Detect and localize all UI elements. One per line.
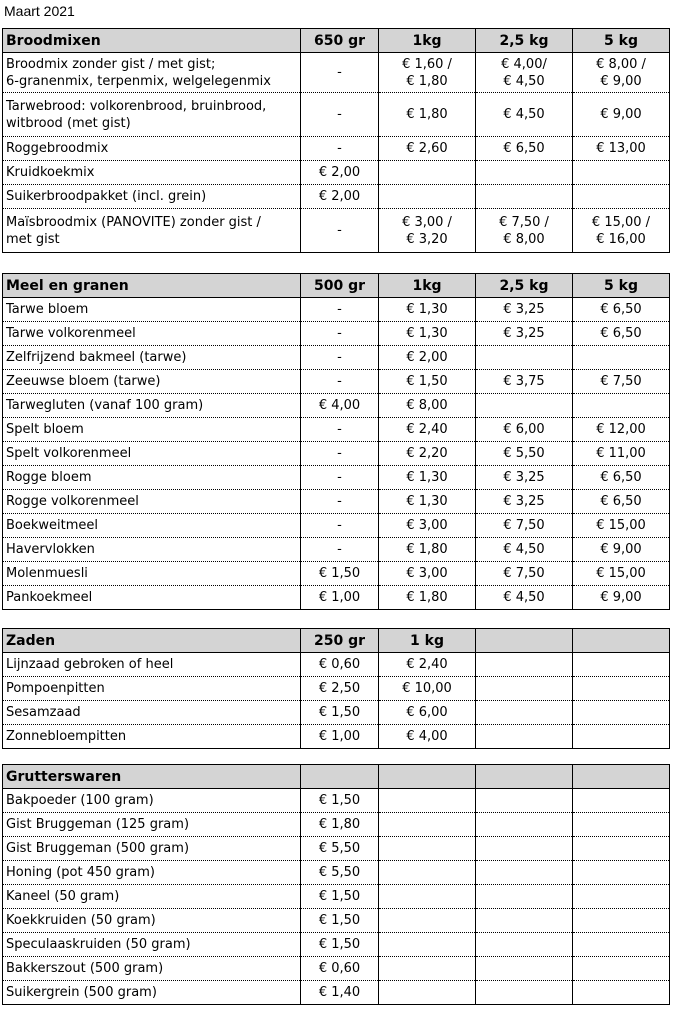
price-cell [573, 861, 670, 885]
product-name: Kruidkoekmix [3, 161, 301, 185]
product-name: Gist Bruggeman (500 gram) [3, 837, 301, 861]
product-name: Suikergrein (500 gram) [3, 981, 301, 1005]
price-cell: € 4,50 [476, 586, 573, 610]
price-cell [573, 185, 670, 209]
price-cell [476, 981, 573, 1005]
price-cell: € 3,00 [379, 514, 476, 538]
table-row [3, 562, 670, 586]
table-row [3, 346, 670, 370]
price-cell: € 1,80 [301, 813, 379, 837]
price-cell: € 2,00 [301, 185, 379, 209]
price-cell [476, 677, 573, 701]
price-cell: - [301, 298, 379, 322]
product-name: Maïsbroodmix (PANOVITE) zonder gist / met gist [3, 209, 301, 253]
price-cell: € 1,60 / € 1,80 [379, 53, 476, 93]
product-name: Roggebroodmix [3, 137, 301, 161]
price-cell [573, 933, 670, 957]
price-cell [379, 981, 476, 1005]
product-name: Zelfrijzend bakmeel (tarwe) [3, 346, 301, 370]
table-row [3, 161, 670, 185]
price-cell: € 4,00 [301, 394, 379, 418]
price-cell: € 7,50 [573, 370, 670, 394]
column-header: 2,5 kg [476, 29, 573, 53]
product-name: Tarwe bloem [3, 298, 301, 322]
price-cell: € 1,50 [301, 885, 379, 909]
price-cell: € 2,40 [379, 418, 476, 442]
price-cell: € 1,50 [301, 933, 379, 957]
product-name: Bakpoeder (100 gram) [3, 789, 301, 813]
price-cell [476, 725, 573, 749]
price-cell: € 11,00 [573, 442, 670, 466]
price-cell [379, 957, 476, 981]
price-cell: - [301, 209, 379, 253]
table-row [3, 53, 670, 93]
price-cell: € 6,00 [379, 701, 476, 725]
price-cell: € 1,30 [379, 322, 476, 346]
product-name: Tarwegluten (vanaf 100 gram) [3, 394, 301, 418]
price-cell: € 1,50 [301, 701, 379, 725]
table-row [3, 981, 670, 1005]
price-cell: - [301, 137, 379, 161]
meel-en-granen-table [2, 273, 670, 610]
price-cell [476, 861, 573, 885]
table-row [3, 93, 670, 137]
price-cell: € 0,60 [301, 957, 379, 981]
price-cell: € 2,00 [379, 346, 476, 370]
price-cell: - [301, 418, 379, 442]
product-name: Bakkerszout (500 gram) [3, 957, 301, 981]
column-header: 1kg [379, 29, 476, 53]
price-cell: € 6,00 [476, 418, 573, 442]
column-header [476, 629, 573, 653]
price-cell: € 6,50 [573, 322, 670, 346]
table-row [3, 861, 670, 885]
price-cell [573, 789, 670, 813]
price-cell: € 15,00 [573, 514, 670, 538]
price-cell [476, 813, 573, 837]
price-cell: € 8,00 / € 9,00 [573, 53, 670, 93]
price-cell: € 1,50 [301, 562, 379, 586]
table-row [3, 701, 670, 725]
price-cell: € 3,25 [476, 490, 573, 514]
price-cell: € 1,80 [379, 538, 476, 562]
column-header [573, 765, 670, 789]
column-header [379, 765, 476, 789]
section-header [3, 29, 670, 53]
product-name: Spelt bloem [3, 418, 301, 442]
price-cell [573, 957, 670, 981]
price-cell: € 1,80 [379, 93, 476, 137]
price-cell [476, 933, 573, 957]
column-header: 1 kg [379, 629, 476, 653]
table-row [3, 909, 670, 933]
table-row [3, 370, 670, 394]
table-row [3, 933, 670, 957]
column-header [301, 765, 379, 789]
price-cell: - [301, 93, 379, 137]
price-cell [379, 885, 476, 909]
section-title: Broodmixen [3, 29, 301, 53]
column-header [573, 629, 670, 653]
section-title: Zaden [3, 629, 301, 653]
table-row [3, 538, 670, 562]
price-cell: € 5,50 [301, 861, 379, 885]
price-cell [573, 346, 670, 370]
table-row [3, 185, 670, 209]
price-cell: € 10,00 [379, 677, 476, 701]
price-cell: € 6,50 [573, 490, 670, 514]
price-cell: - [301, 490, 379, 514]
price-cell: € 8,00 [379, 394, 476, 418]
table-row [3, 957, 670, 981]
price-cell: € 6,50 [573, 298, 670, 322]
price-cell: - [301, 322, 379, 346]
product-name: Suikerbroodpakket (incl. grein) [3, 185, 301, 209]
product-name: Tarwe volkorenmeel [3, 322, 301, 346]
product-name: Boekweitmeel [3, 514, 301, 538]
price-cell [476, 394, 573, 418]
table-row [3, 322, 670, 346]
table-row [3, 725, 670, 749]
price-cell [573, 394, 670, 418]
price-cell: € 1,50 [379, 370, 476, 394]
price-cell: € 2,20 [379, 442, 476, 466]
table-row [3, 394, 670, 418]
column-header: 500 gr [301, 274, 379, 298]
table-row [3, 137, 670, 161]
price-cell [379, 861, 476, 885]
price-cell [476, 161, 573, 185]
price-cell: € 9,00 [573, 586, 670, 610]
price-cell [573, 813, 670, 837]
column-header: 250 gr [301, 629, 379, 653]
price-cell: € 6,50 [573, 466, 670, 490]
price-cell: € 1,50 [301, 909, 379, 933]
price-cell [476, 837, 573, 861]
price-cell [379, 909, 476, 933]
price-cell [476, 957, 573, 981]
price-cell [573, 701, 670, 725]
table-row [3, 514, 670, 538]
price-cell: € 1,50 [301, 789, 379, 813]
price-cell [379, 789, 476, 813]
column-header: 5 kg [573, 29, 670, 53]
price-cell [379, 185, 476, 209]
zaden-table [2, 628, 670, 749]
product-name: Speculaaskruiden (50 gram) [3, 933, 301, 957]
price-cell [573, 653, 670, 677]
product-name: Rogge volkorenmeel [3, 490, 301, 514]
column-header: 650 gr [301, 29, 379, 53]
table-row [3, 653, 670, 677]
price-cell: - [301, 466, 379, 490]
price-cell: € 6,50 [476, 137, 573, 161]
price-cell: € 2,40 [379, 653, 476, 677]
price-cell: € 9,00 [573, 538, 670, 562]
price-cell: € 4,00/ € 4,50 [476, 53, 573, 93]
price-cell [573, 837, 670, 861]
price-cell [379, 161, 476, 185]
price-cell [573, 677, 670, 701]
price-cell: € 7,50 / € 8,00 [476, 209, 573, 253]
price-cell: € 3,25 [476, 298, 573, 322]
price-cell [476, 909, 573, 933]
price-cell [379, 933, 476, 957]
section-header [3, 629, 670, 653]
price-cell: € 3,75 [476, 370, 573, 394]
price-cell [379, 813, 476, 837]
section-title: Meel en granen [3, 274, 301, 298]
price-cell: € 3,00 / € 3,20 [379, 209, 476, 253]
price-cell: € 15,00 / € 16,00 [573, 209, 670, 253]
price-cell: - [301, 538, 379, 562]
grutterswaren-table [2, 764, 670, 1005]
product-name: Broodmix zonder gist / met gist; 6-granenmix, terpenmix, welgelegenmix [3, 53, 301, 93]
column-header: 2,5 kg [476, 274, 573, 298]
price-cell [573, 161, 670, 185]
price-cell: € 3,25 [476, 466, 573, 490]
price-cell: € 0,60 [301, 653, 379, 677]
price-cell: € 2,60 [379, 137, 476, 161]
product-name: Honing (pot 450 gram) [3, 861, 301, 885]
table-row [3, 586, 670, 610]
price-cell [573, 725, 670, 749]
price-cell [573, 885, 670, 909]
price-cell: - [301, 346, 379, 370]
product-name: Rogge bloem [3, 466, 301, 490]
price-cell: - [301, 53, 379, 93]
product-name: Spelt volkorenmeel [3, 442, 301, 466]
price-cell [476, 185, 573, 209]
product-name: Zonnebloempitten [3, 725, 301, 749]
price-cell: - [301, 442, 379, 466]
price-cell: € 4,50 [476, 93, 573, 137]
price-cell: € 2,50 [301, 677, 379, 701]
table-row [3, 418, 670, 442]
product-name: Havervlokken [3, 538, 301, 562]
table-row [3, 885, 670, 909]
price-cell: € 9,00 [573, 93, 670, 137]
price-cell: € 12,00 [573, 418, 670, 442]
product-name: Sesamzaad [3, 701, 301, 725]
price-cell [379, 837, 476, 861]
price-cell [476, 701, 573, 725]
price-cell: € 7,50 [476, 562, 573, 586]
product-name: Tarwebrood: volkorenbrood, bruinbrood, witbrood (met gist) [3, 93, 301, 137]
price-cell: - [301, 514, 379, 538]
product-name: Koekkruiden (50 gram) [3, 909, 301, 933]
column-header: 1kg [379, 274, 476, 298]
price-cell: € 15,00 [573, 562, 670, 586]
table-row [3, 442, 670, 466]
price-cell: € 4,00 [379, 725, 476, 749]
price-cell [476, 885, 573, 909]
table-row [3, 813, 670, 837]
price-cell: € 13,00 [573, 137, 670, 161]
column-header: 5 kg [573, 274, 670, 298]
table-row [3, 209, 670, 253]
price-cell: € 7,50 [476, 514, 573, 538]
price-cell: - [301, 370, 379, 394]
price-cell: € 1,30 [379, 490, 476, 514]
section-header [3, 765, 670, 789]
price-cell: € 1,40 [301, 981, 379, 1005]
section-title: Grutterswaren [3, 765, 301, 789]
table-row [3, 789, 670, 813]
price-cell [573, 981, 670, 1005]
product-name: Molenmuesli [3, 562, 301, 586]
table-row [3, 490, 670, 514]
price-cell: € 5,50 [476, 442, 573, 466]
product-name: Pompoenpitten [3, 677, 301, 701]
document-date: Maart 2021 [4, 3, 75, 19]
product-name: Lijnzaad gebroken of heel [3, 653, 301, 677]
section-header [3, 274, 670, 298]
column-header [476, 765, 573, 789]
price-cell: € 1,00 [301, 725, 379, 749]
product-name: Kaneel (50 gram) [3, 885, 301, 909]
table-row [3, 298, 670, 322]
table-row [3, 837, 670, 861]
price-cell: € 4,50 [476, 538, 573, 562]
price-cell: € 3,25 [476, 322, 573, 346]
broodmixen-table [2, 28, 670, 253]
table-row [3, 466, 670, 490]
price-cell [476, 789, 573, 813]
price-cell: € 1,00 [301, 586, 379, 610]
price-cell: € 3,00 [379, 562, 476, 586]
price-cell: € 1,30 [379, 466, 476, 490]
price-cell [476, 653, 573, 677]
price-cell: € 1,80 [379, 586, 476, 610]
price-cell: € 2,00 [301, 161, 379, 185]
product-name: Pankoekmeel [3, 586, 301, 610]
price-cell [476, 346, 573, 370]
price-cell: € 1,30 [379, 298, 476, 322]
price-cell: € 5,50 [301, 837, 379, 861]
product-name: Zeeuwse bloem (tarwe) [3, 370, 301, 394]
price-cell [573, 909, 670, 933]
table-row [3, 677, 670, 701]
product-name: Gist Bruggeman (125 gram) [3, 813, 301, 837]
